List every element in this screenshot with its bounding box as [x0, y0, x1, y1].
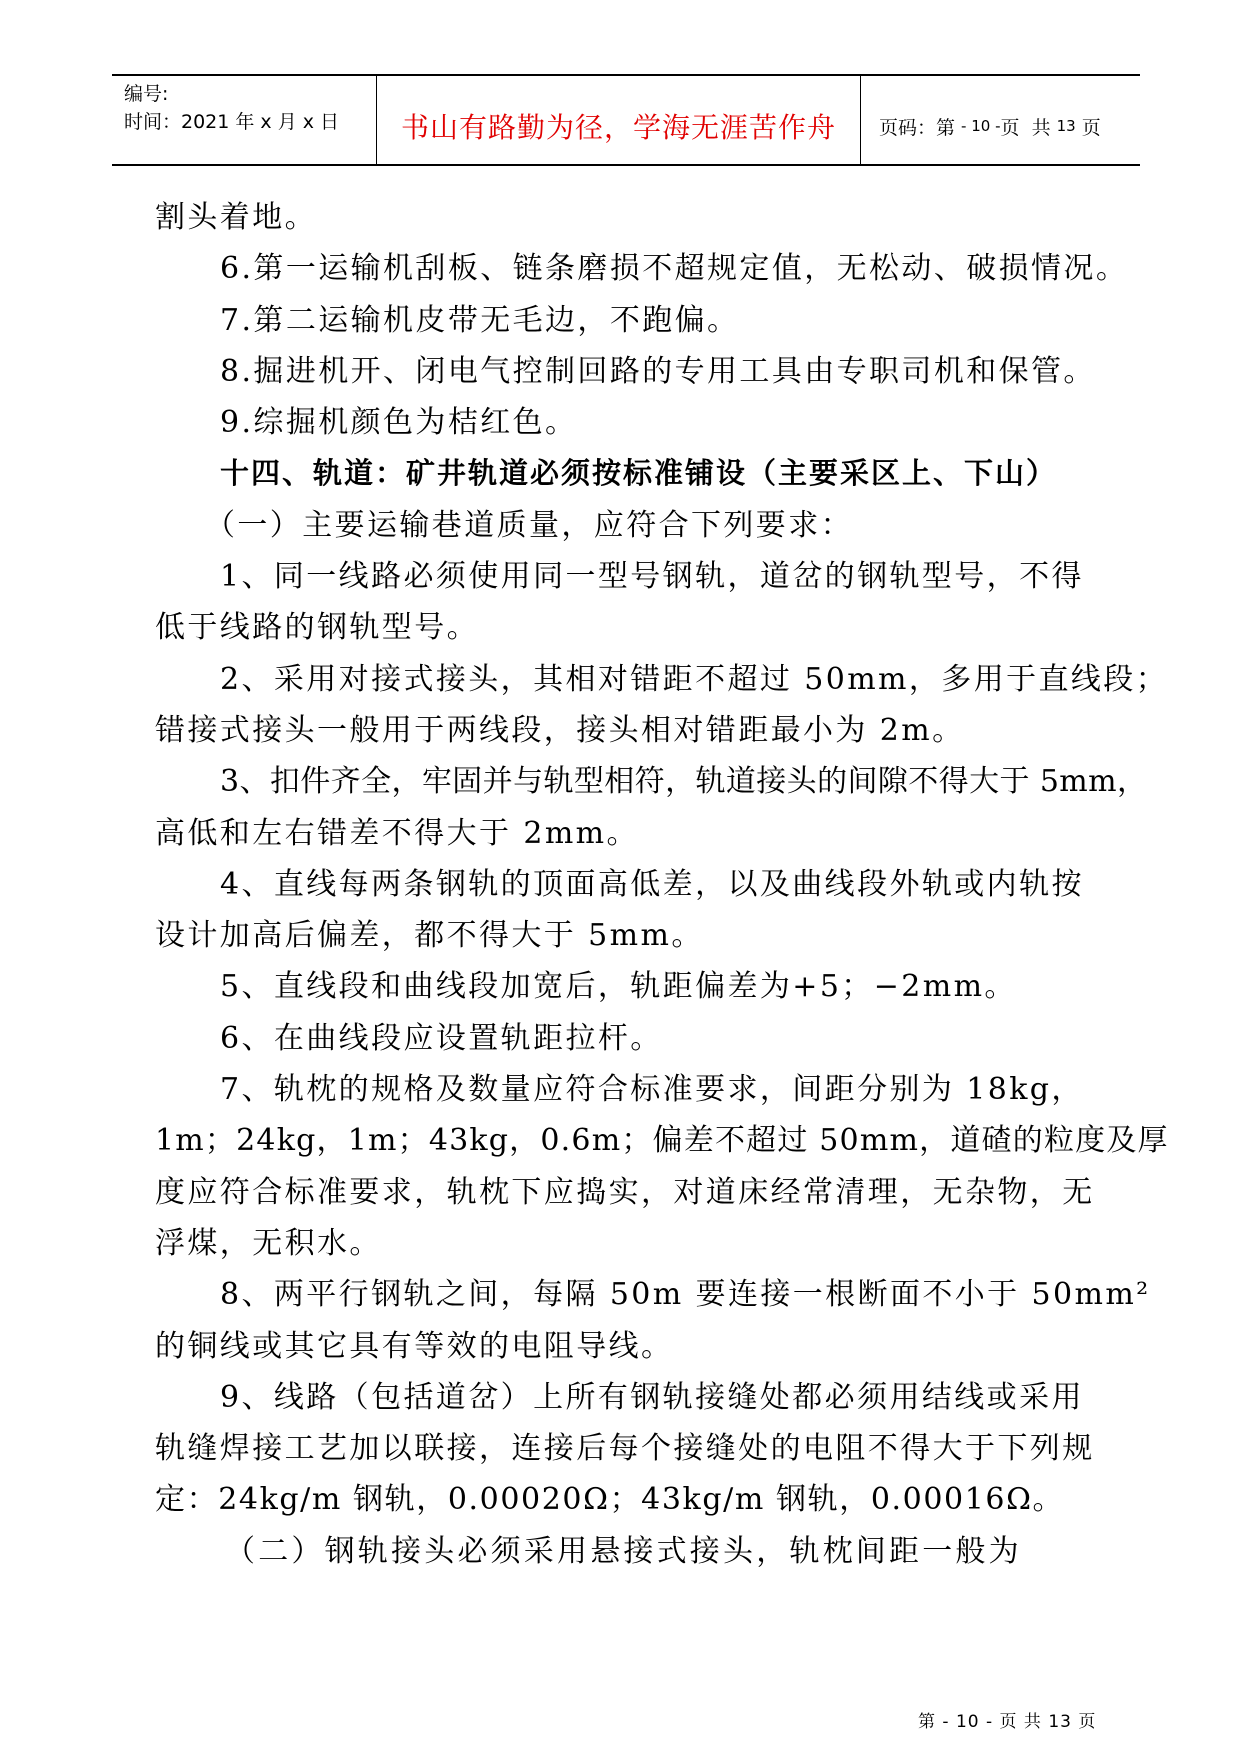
text-line: 定：24kg/m 钢轨，0.00020Ω；43kg/m 钢轨，0.00016Ω。 — [155, 1482, 1065, 1518]
header-motto: 书山有路勤为径，学海无涯苦作舟 — [377, 76, 861, 164]
text-line: 设计加高后偏差，都不得大于 5mm。 — [155, 918, 704, 954]
text-line: 1m；24kg，1m；43kg，0.6m；偏差不超过 50mm，道碴的粒度及厚 — [155, 1123, 1169, 1159]
text-line: 5、直线段和曲线段加宽后，轨距偏差为+5；−2mm。 — [220, 969, 1017, 1005]
text-line: 2、采用对接式接头，其相对错距不超过 50mm，多用于直线段； — [220, 661, 1169, 697]
text-line: 度应符合标准要求，轨枕下应捣实，对道床经常清理，无杂物，无 — [155, 1174, 1095, 1210]
text-line: 3、扣件齐全，牢固并与轨型相符，轨道接头的间隙不得大于 5mm， — [220, 764, 1148, 800]
subsection-heading: （一）主要运输巷道质量，应符合下列要求： — [205, 507, 853, 543]
page-total: 13 — [1056, 117, 1076, 135]
document-body — [155, 192, 1169, 1577]
header-meta — [112, 76, 377, 164]
text-line: 轨缝焊接工艺加以联接，连接后每个接缝处的电阻不得大于下列规 — [155, 1431, 1095, 1467]
page-header — [112, 74, 1140, 166]
text-line: 1、同一线路必须使用同一型号钢轨，道岔的钢轨型号，不得 — [220, 559, 1084, 595]
text-line: 4、直线每两条钢轨的顶面高低差，以及曲线段外轨或内轨按 — [220, 866, 1084, 902]
section-heading: 十四、轨道：矿井轨道必须按标准铺设（主要采区上、下山） — [220, 456, 1058, 491]
text-line: 6.第一运输机刮板、链条磨损不超规定值，无松动、破损情况。 — [220, 251, 1129, 287]
text-line: 浮煤，无积水。 — [155, 1225, 382, 1261]
text-line: 8、两平行钢轨之间，每隔 50m 要连接一根断面不小于 50mm² — [220, 1277, 1151, 1313]
text-line: 的铜线或其它具有等效的电阻导线。 — [155, 1328, 674, 1364]
page-suffix: 页 共 — [1000, 116, 1057, 139]
text-line: 割头着地。 — [155, 200, 317, 235]
subsection-heading: （二）钢轨接头必须采用悬接式接头，轨枕间距一般为 — [225, 1533, 1022, 1569]
text-line: 6、在曲线段应设置轨距拉杆。 — [220, 1020, 663, 1056]
text-line: 错接式接头一般用于两线段，接头相对错距最小为 2m。 — [155, 712, 965, 748]
text-line: 高低和左右错差不得大于 2mm。 — [155, 815, 639, 851]
header-page-number — [861, 76, 1140, 164]
text-line: 低于线路的钢轨型号。 — [155, 610, 479, 646]
document-number-label: 编号: — [124, 83, 169, 105]
text-line: 8.掘进机开、闭电气控制回路的专用工具由专职司机和保管。 — [220, 353, 1096, 389]
page-footer: 第 - 10 - 页 共 13 页 — [918, 1712, 1097, 1732]
text-line: 7、轨枕的规格及数量应符合标准要求，间距分别为 18kg， — [220, 1072, 1084, 1108]
page-prefix: 页码：第 — [879, 116, 962, 139]
page-current: - 10 - — [961, 117, 1001, 135]
text-line: 7.第二运输机皮带无毛边，不跑偏。 — [220, 302, 740, 338]
page-end: 页 — [1075, 116, 1101, 139]
text-line: 9.综掘机颜色为桔红色。 — [220, 405, 578, 441]
document-date: 时间：2021 年 x 月 x 日 — [124, 111, 340, 133]
text-line: 9、线路（包括道岔）上所有钢轨接缝处都必须用结线或采用 — [220, 1379, 1084, 1415]
